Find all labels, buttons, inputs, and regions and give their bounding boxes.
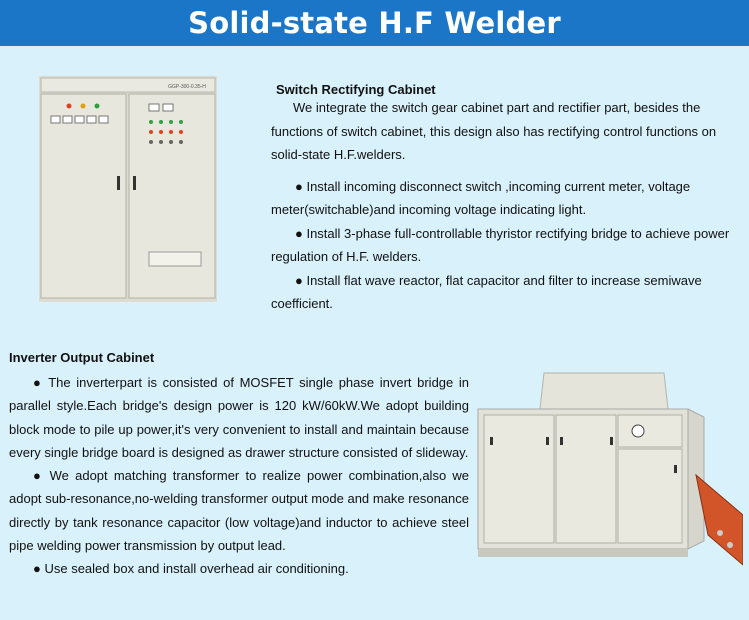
switch-cabinet-bullet-1: ● Install incoming disconnect switch ,incoming current meter, voltage meter(switchable)and incoming voltage indicating light. [271,178,691,217]
cabinet-model-label: GGP-300-0.35-H [168,84,206,90]
inverter-output-cabinet-image [468,365,743,585]
page-header [0,0,749,46]
switch-cabinet-bullet-3: ● Install flat wave reactor, flat capacitor and filter to increase semiwave coefficient. [271,272,702,311]
inverter-cabinet-bullet-1: ● The inverterpart is consisted of MOSFET single phase invert bridge in parallel style.Each bridge's design power is 120 kW/60kW.We adopt building block mode to pile up power,it's very convenient to install and maintain because every single bridge board is designed as drawer structure consisted of slideway. [9,375,469,460]
switch-cabinet-intro: We integrate the switch gear cabinet part and rectifier part, besides the functions of switch cabinet, this design also has rectifying control functions on solid-state H.F.welders. [271,100,717,162]
inverter-cabinet-title: Inverter Output Cabinet [9,350,155,365]
switch-cabinet-text [271,96,741,316]
switch-rectifying-cabinet-image [39,76,217,302]
page-title: Solid-state H.F Welder [188,6,561,40]
inverter-cabinet-bullet-3: ● Use sealed box and install overhead air conditioning. [33,561,349,577]
switch-cabinet-title: Switch Rectifying Cabinet [276,82,436,97]
inverter-cabinet-text [9,371,469,581]
inverter-cabinet-bullet-2: ● We adopt matching transformer to realize power combination,also we adopt sub-resonance,no-welding transformer output mode and make resonance directly by tank resonance capacitor (low voltage)and inductor to achieve steel pipe welding power transmission by output lead. [9,468,469,554]
switch-cabinet-bullet-2: ● Install 3-phase full-controllable thyristor rectifying bridge to achieve power regulation of H.F. welders. [271,225,730,264]
